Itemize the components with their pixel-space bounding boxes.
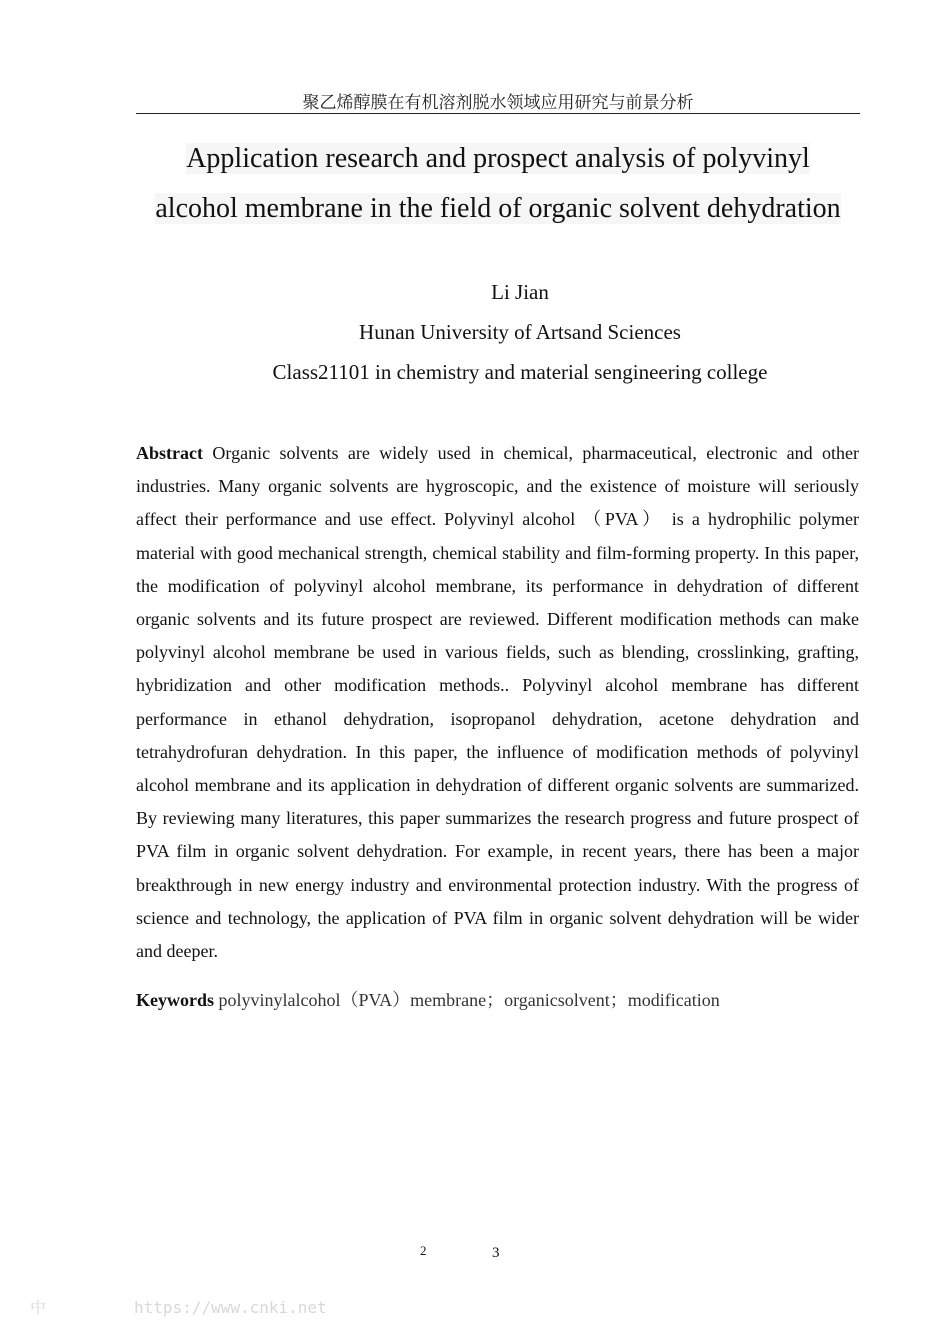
author-name: Li Jian <box>491 280 549 304</box>
page-number-second: 3 <box>492 1245 500 1261</box>
cnki-watermark <box>30 1295 327 1318</box>
keywords-label: Keywords <box>136 990 214 1010</box>
author-institution: Hunan University of Artsand Sciences <box>359 320 681 344</box>
running-title: 聚乙烯醇膜在有机溶剂脱水领域应用研究与前景分析 <box>302 93 694 113</box>
watermark-url: https://www.cnki.net <box>134 1298 327 1317</box>
title-line-2: alcohol membrane in the field of organic solvent dehydration <box>155 193 841 224</box>
running-header <box>136 93 860 114</box>
keywords-text: polyvinylalcohol（PVA）membrane；organicsolvent；modification <box>218 990 720 1010</box>
author-block <box>136 272 904 392</box>
paper-title <box>136 134 860 234</box>
author-department: Class21101 in chemistry and material sengineering college <box>272 360 768 384</box>
keywords-paragraph <box>136 985 859 1015</box>
abstract-text: Organic solvents are widely used in chemical, pharmaceutical, electronic and other industries. Many organic solvents are hygroscopic, and the existence of moisture will seriously affect their performance and use effect. Polyvinyl alcohol （PVA） is a hydrophilic polymer material with good mechanical strength, chemical stability and film-forming property. In this paper, the modification of polyvinyl alcohol membrane, its performance in dehydration of different organic solvents and its future prospect are reviewed. Different modification methods can make polyvinyl alcohol membrane be used in various fields, such as blending, crosslinking, grafting, hybridization and other modification methods.. Polyvinyl alcohol membrane has different performance in ethanol dehydration, isopropanol dehydration, acetone dehydration and tetrahydrofuran dehydration. In this paper, the influence of modification methods of polyvinyl alcohol membrane and its application in dehydration of different organic solvents are summarized. By reviewing many literatures, this paper summarizes the research progress and future prospect of PVA film in organic solvent dehydration. For example, in recent years, there has been a major breakthrough in new energy industry and environmental protection industry. With the progress of science and technology, the application of PVA film in organic solvent dehydration will be wider and deeper. <box>136 443 859 962</box>
abstract-paragraph <box>136 437 859 968</box>
watermark-char: 中 <box>30 1298 47 1317</box>
page-number-first: 2 <box>420 1243 427 1258</box>
abstract-label: Abstract <box>136 443 203 463</box>
title-line-1: Application research and prospect analysis of polyvinyl <box>186 143 810 174</box>
